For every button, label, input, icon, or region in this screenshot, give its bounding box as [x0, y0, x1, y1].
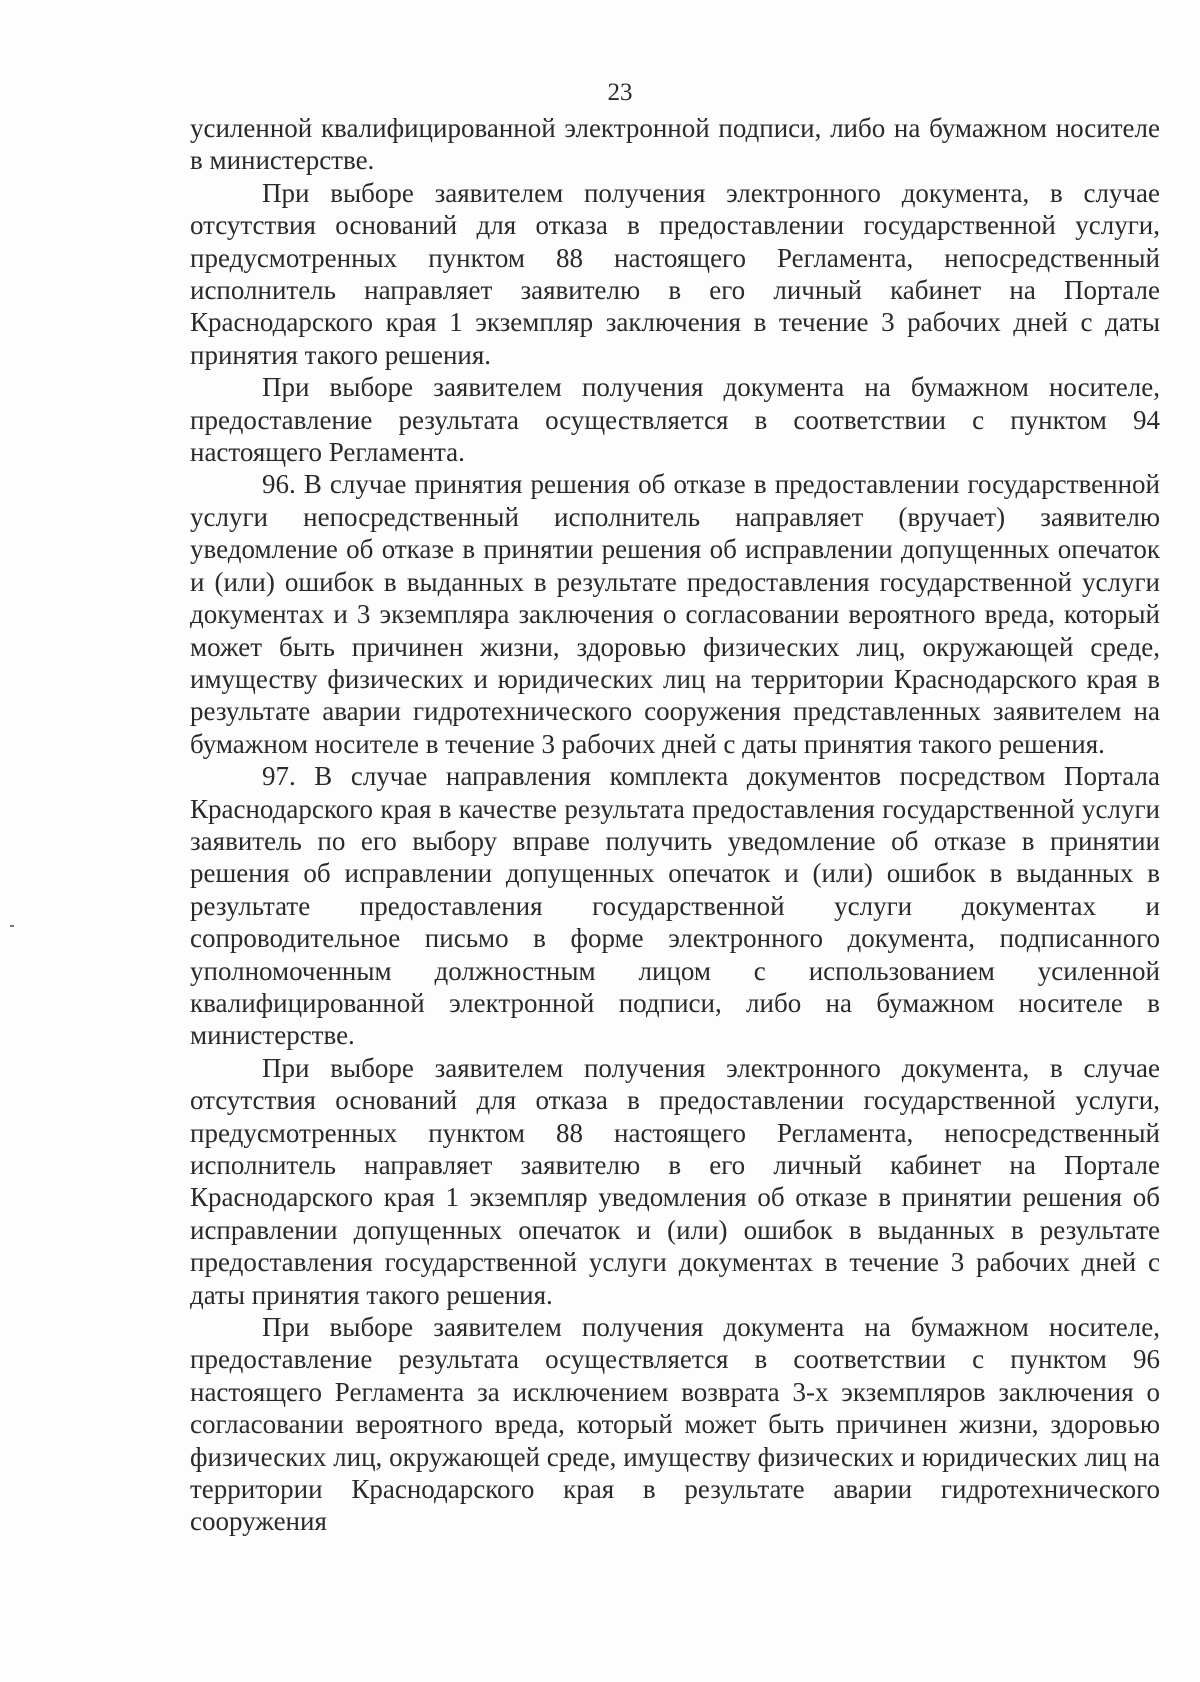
paragraph-electronic-result: При выборе заявителем получения электронного документа, в случае отсутствия оснований для отказа в предоставлении государственной услуги, предусмотренных пунктом 88 настоящего Регламента, непосредственный исполнитель направляет заявителю в его личный кабинет на Портале Краснодарского края 1 экземпляр заключения в течение 3 рабочих дней с даты принятия такого решения. [190, 177, 1160, 370]
paragraph-paper-result: При выборе заявителем получения документа на бумажном носителе, предоставление результата осуществляется в соответствии с пунктом 94 настоящего Регламента. [190, 372, 1160, 468]
document-body [190, 112, 1160, 1538]
paragraph-continuation: усиленной квалифицированной электронной подписи, либо на бумажном носителе в министерстве. [190, 113, 1160, 176]
paragraph-clause-96: 96. В случае принятия решения об отказе в предоставлении государственной услуги непосредственный исполнитель направляет (вручает) заявителю уведомление об отказе в принятии решения об исправлении допущенных опечаток и (или) ошибок в выданных в результате предоставления государственной услуги документах и 3 экземпляра заключения о согласовании вероятного вреда, который может быть причинен жизни, здоровью физических лиц, окружающей среде, имуществу физических и юридических лиц на территории Краснодарского края в результате аварии гидротехнического сооружения представленных заявителем на бумажном носителе в течение 3 рабочих дней с даты принятия такого решения. [190, 469, 1160, 759]
paragraph-paper-result-2: При выборе заявителем получения документа на бумажном носителе, предоставление результата осуществляется в соответствии с пунктом 96 настоящего Регламента за исключением возврата 3-х экземпляров заключения о согласовании вероятного вреда, который может быть причинен жизни, здоровью физических лиц, окружающей среде, имуществу физических и юридических лиц на территории Краснодарского края в результате аварии гидротехнического сооружения [190, 1312, 1160, 1537]
scan-artifact [10, 925, 14, 927]
page-number: 23 [607, 79, 633, 106]
paragraph-electronic-result-2: При выборе заявителем получения электронного документа, в случае отсутствия оснований для отказа в предоставлении государственной услуги, предусмотренных пунктом 88 настоящего Регламента, непосредственный исполнитель направляет заявителю в его личный кабинет на Портале Краснодарского края 1 экземпляр уведомления об отказе в принятии решения об исправлении допущенных опечаток и (или) ошибок в выданных в результате предоставления государственной услуги документах в течение 3 рабочих дней с даты принятия такого решения. [190, 1052, 1160, 1310]
paragraph-clause-97: 97. В случае направления комплекта документов посредством Портала Краснодарского края в качестве результата предоставления государственной услуги заявитель по его выбору вправе получить уведомление об отказе в принятии решения об исправлении допущенных опечаток и (или) ошибок в выданных в результате предоставления государственной услуги документах и сопроводительное письмо в форме электронного документа, подписанного уполномоченным должностным лицом с использованием усиленной квалифицированной электронной подписи, либо на бумажном носителе в министерстве. [190, 761, 1160, 1051]
